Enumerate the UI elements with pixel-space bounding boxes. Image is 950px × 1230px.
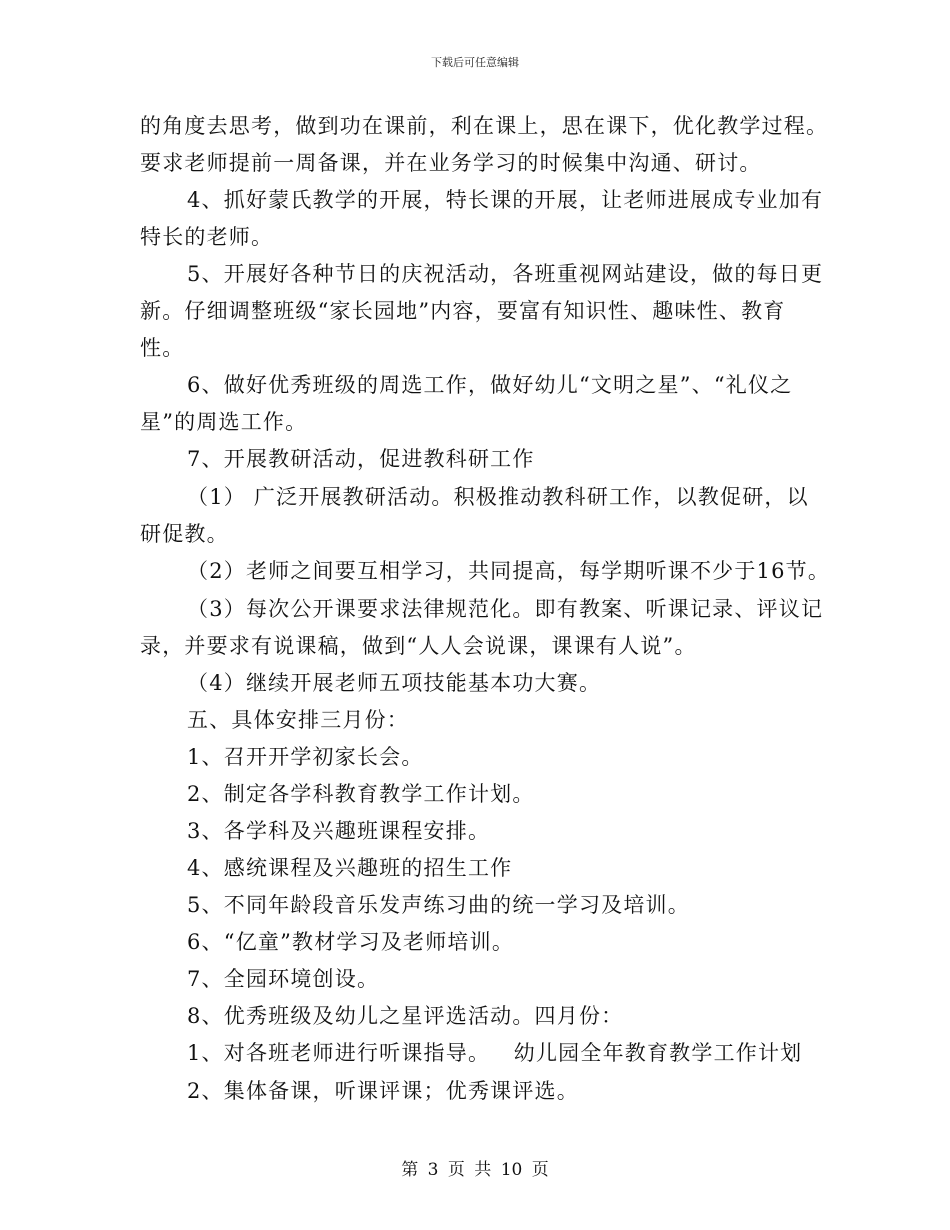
text-line: 研促教。 [140, 522, 229, 546]
text-line: （2）老师之间要互相学习，共同提高，每学期听课不少于16节。 [187, 559, 831, 583]
text-line: 1、召开开学初家长会。 [187, 745, 424, 769]
text-line: 录，并要求有说课稿，做到“人人会说课，课课有人说”。 [140, 634, 697, 658]
text-line: 8、优秀班级及幼儿之星评选活动。四月份： [187, 1004, 624, 1028]
text-line: （3）每次公开课要求法律规范化。即有教案、听课记录、评议记 [187, 597, 824, 621]
text-line: 的角度去思考，做到功在课前，利在课上，思在课下，优化教学过程。 [140, 114, 829, 138]
text-line: 5、开展好各种节日的庆祝活动，各班重视网站建设，做的每日更 [187, 262, 824, 286]
text-line: （4）继续开展老师五项技能基本功大赛。 [187, 671, 602, 695]
text-line: 4、抓好蒙氏教学的开展，特长课的开展，让老师进展成专业加有 [187, 188, 824, 212]
text-line: 要求老师提前一周备课，并在业务学习的时候集中沟通、研讨。 [140, 151, 762, 175]
text-line: 6、做好优秀班级的周选工作，做好幼儿“文明之星”、“礼仪之 [187, 373, 793, 397]
text-line: 特长的老师。 [140, 225, 274, 249]
text-line: 星”的周选工作。 [140, 410, 308, 434]
page-header: 下载后可任意编辑 [431, 56, 519, 69]
text-line: 2、制定各学科教育教学工作计划。 [187, 782, 535, 806]
text-line: 4、感统课程及兴趣班的招生工作 [187, 856, 513, 880]
text-line: 新。仔细调整班级“家长园地”内容，要富有知识性、趣味性、教育 [140, 299, 786, 323]
text-line: 3、各学科及兴趣班课程安排。 [187, 819, 491, 843]
text-line: 5、不同年龄段音乐发声练习曲的统一学习及培训。 [187, 893, 690, 917]
text-line: 2、集体备课，听课评课；优秀课评选。 [187, 1079, 579, 1103]
text-line: 7、开展教研活动，促进教科研工作 [187, 447, 535, 471]
text-line: 五、具体安排三月份： [187, 708, 409, 732]
page-footer: 第 3 页 共 10 页 [401, 1160, 549, 1180]
text-line: 7、全园环境创设。 [187, 967, 380, 991]
text-line: 6、“亿童”教材学习及老师培训。 [187, 930, 515, 954]
text-line: 性。 [140, 336, 185, 360]
text-line: 1、对各班老师进行听课指导。 幼儿园全年教育教学工作计划 [187, 1041, 803, 1065]
text-line: （1） 广泛开展教研活动。积极推动教科研工作，以教促研，以 [187, 485, 809, 509]
